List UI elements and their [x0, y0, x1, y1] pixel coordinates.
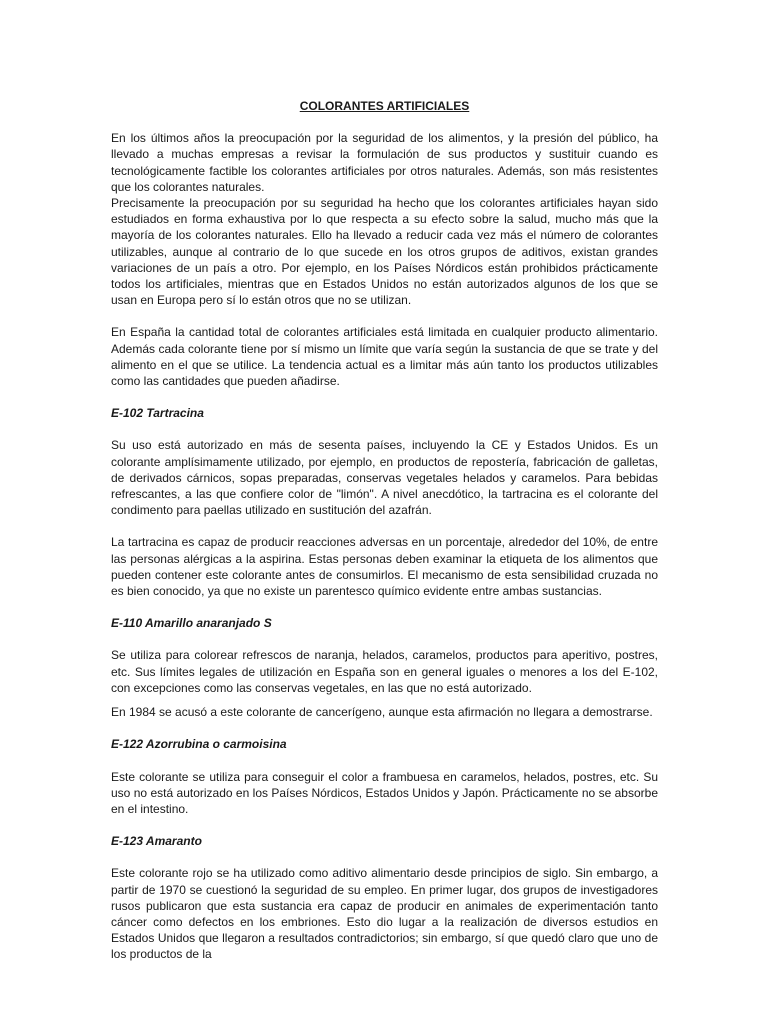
section-heading-e110: E-110 Amarillo anaranjado S: [111, 616, 272, 631]
e110-paragraph-2: En 1984 se acusó a este colorante de cancerígeno, aunque esta afirmación no llegara a demostrarse.: [111, 705, 653, 720]
e110-paragraph-1: Se utiliza para colorear refrescos de naranja, helados, caramelos, productos para aperitivo, postres, etc. Sus límites legales de utilización en España son en general iguales o menores a los del E-102, con excepciones como las conservas vegetales, en las que no está autorizado.: [111, 648, 658, 695]
paragraph-spacer: [111, 389, 658, 405]
intro-paragraph-1: En los últimos años la preocupación por la seguridad de los alimentos, y la presión del público, ha llevado a muchas empresas a revisar la formulación de sus productos y sustituir cuando es tecnológicamente factible los colorantes artificiales por otros naturales. Además, son más resistentes que los colorantes naturales.: [111, 131, 658, 194]
section-heading-e122: E-122 Azorrubina o carmoisina: [111, 737, 287, 752]
intro-paragraph-2: Precisamente la preocupación por su seguridad ha hecho que los colorantes artificiales hayan sido estudiados en forma exhaustiva por lo que respecta a su efecto sobre la salud, mucho más que la mayoría de los colorantes naturales. Ello ha llevado a reducir cada vez más el número de colorantes utilizables, aunque al contrario de lo que sucede en los otros grupos de aditivos, existan grandes variaciones de un país a otro. Por ejemplo, en los Países Nórdicos están prohibidos prácticamente todos los artificiales, mientras que en Estados Unidos no están autorizados algunos de los que se usan en Europa pero sí lo están otros que no se utilizan.: [111, 196, 658, 308]
e102-paragraph-2: La tartracina es capaz de producir reacciones adversas en un porcentaje, alrededor del 10%, de entre las personas alérgicas a la aspirina. Estas personas deben examinar la etiqueta de los alimentos que pueden contener este colorante antes de consumirlos. El mecanismo de esta sensibilidad cruzada no es bien conocido, ya que no existe un parentesco químico evidente entre ambas sustancias.: [111, 535, 658, 599]
paragraph-spacer: [111, 518, 658, 534]
e123-paragraph-1: Este colorante rojo se ha utilizado como aditivo alimentario desde principios de siglo. Sin embargo, a partir de 1970 se cuestionó la seguridad de su empleo. En primer lugar, dos grupos de investigadores rusos publicaron que esta sustancia era capaz de producir en animales de experimentación tanto cáncer como defectos en los embriones. Esto dio lugar a la realización de diversos estudios en Estados Unidos que llegaron a resultados contradictorios; sin embargo, sí que quedó claro que uno de los productos de la: [111, 866, 658, 962]
paragraph-spacer: [111, 720, 658, 736]
e102-paragraph-1: Su uso está autorizado en más de sesenta países, incluyendo la CE y Estados Unidos. Es un colorante amplísimamente utilizado, por ejemplo, en productos de repostería, fabricación de galletas, de derivados cárnicos, sopas preparadas, conservas vegetales helados y caramelos. Para bebidas refrescantes, a las que confiere color de "limón". A nivel anecdótico, la tartracina es el colorante del condimento para paellas utilizado en sustitución del azafrán.: [111, 438, 658, 518]
paragraph-spacer: [111, 631, 658, 647]
paragraph-spacer: [111, 599, 658, 615]
paragraph-spacer: [111, 696, 658, 704]
intro-paragraph-3: En España la cantidad total de colorantes artificiales está limitada en cualquier producto alimentario. Además cada colorante tiene por sí mismo un límite que varía según la sustancia de que se trate y del alimento en el que se utilice. La tendencia actual es a limitar más aún tanto los productos utilizables como las cantidades que pueden añadirse.: [111, 325, 658, 389]
document-title: COLORANTES ARTIFICIALES: [299, 99, 470, 113]
paragraph-spacer: [111, 308, 658, 324]
section-heading-e123: E-123 Amaranto: [111, 834, 202, 849]
section-heading-e102: E-102 Tartracina: [111, 406, 204, 421]
paragraph-spacer: [111, 421, 658, 437]
document-body: [111, 98, 658, 963]
paragraph-spacer: [111, 849, 658, 865]
paragraph-spacer: [111, 753, 658, 769]
e122-paragraph-1: Este colorante se utiliza para conseguir el color a frambuesa en caramelos, helados, postres, etc. Su uso no está autorizado en los Países Nórdicos, Estados Unidos y Japón. Prácticamente no se absorbe en el intestino.: [111, 769, 658, 816]
paragraph-spacer: [111, 817, 658, 833]
